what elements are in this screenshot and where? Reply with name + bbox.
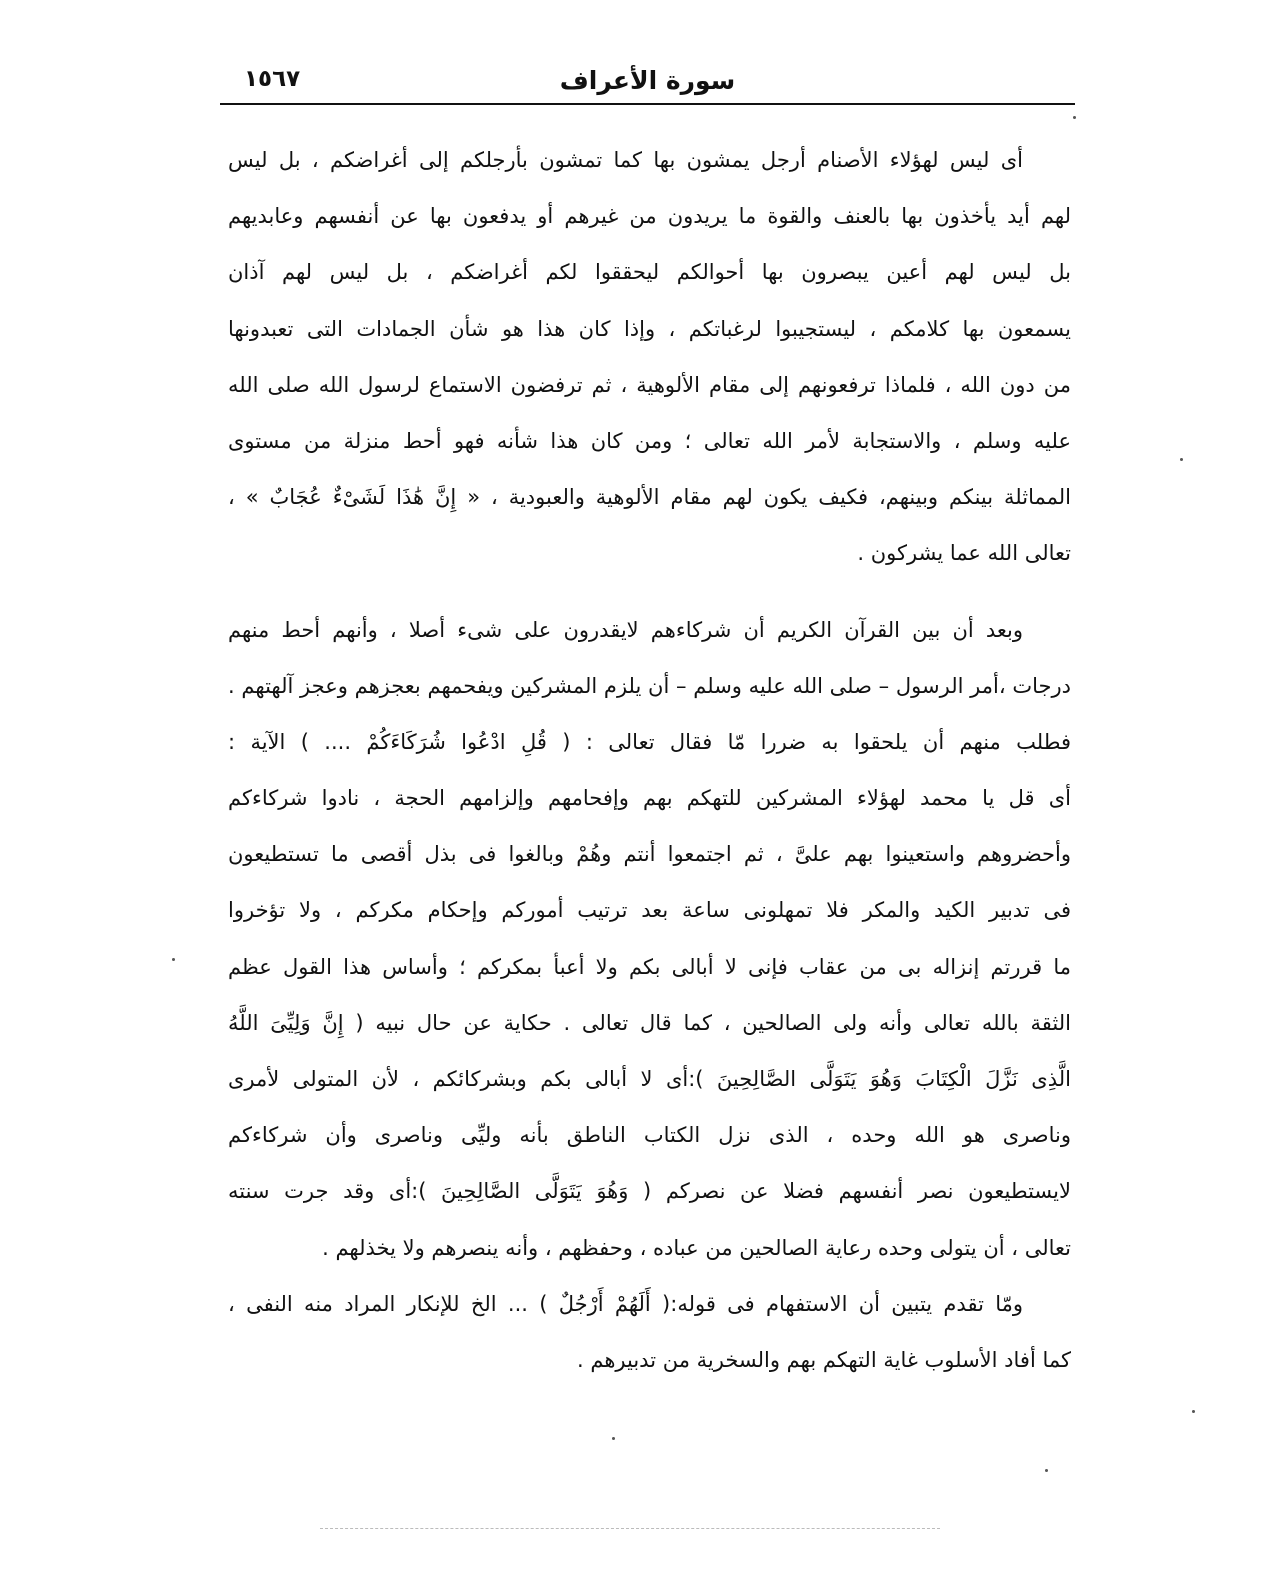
text-line: من دون الله ، فلماذا ترفعونهم إلى مقام الألوهية ، ثم ترفضون الاستماع لرسول الله صلى الله xyxy=(228,372,1071,397)
text-line: وناصرى هو الله وحده ، الذى نزل الكتاب الناطق بأنه وليِّى وناصرى وأن شركاءكم xyxy=(228,1123,1071,1148)
paragraph-2 xyxy=(228,602,1071,1389)
text-line: فى تدبير الكيد والمكر فلا تمهلونى ساعة بعد ترتيب أموركم وإحكام مكركم ، ولا تؤخروا xyxy=(228,898,1071,923)
text-line: لايستطيعون نصر أنفسهم فضلا عن نصركم ( وَهُوَ يَتَوَلَّى الصَّالِحِينَ ):أى وقد جرت سنته xyxy=(228,1179,1071,1204)
header-divider xyxy=(220,103,1075,105)
text-line: بل ليس لهم أعين يبصرون بها أحوالكم ليحققوا لكم أغراضكم ، بل ليس لهم آذان xyxy=(228,260,1071,285)
text-line: وبعد أن بين القرآن الكريم أن شركاءهم لايقدرون على شىء أصلا ، وأنهم أحط منهم xyxy=(228,617,1023,642)
scan-speck xyxy=(172,958,175,961)
text-line: فطلب منهم أن يلحقوا به ضررا مّا فقال تعالى : ( قُلِ ادْعُوا شُرَكَاءَكُمْ .... ) الآية : xyxy=(228,729,1071,754)
text-line: الَّذِى نَزَّلَ الْكِتَابَ وَهُوَ يَتَوَلَّى الصَّالِحِينَ ):أى لا أبالى بكم وبشركائكم ، لأن المتولى لأمرى xyxy=(228,1067,1071,1091)
text-line: عليه وسلم ، والاستجابة لأمر الله تعالى ؛ ومن كان هذا شأنه فهو أحط منزلة من مستوى xyxy=(228,428,1071,453)
text-line: ما قررتم إنزاله بى من عقاب فإنى لا أبالى بكم ولا أعبأ بمكركم ؛ وأساس هذا القول عظم xyxy=(228,954,1071,979)
scan-speck xyxy=(1073,116,1076,119)
text-line: كما أفاد الأسلوب غاية التهكم بهم والسخرية من تدبيرهم . xyxy=(577,1347,1071,1372)
text-line: وأحضروهم واستعينوا بهم علىَّ ، ثم اجتمعوا أنتم وهُمْ وبالغوا فى بذل أقصى ما تستطيعون xyxy=(228,842,1071,867)
text-line: الثقة بالله تعالى وأنه ولى الصالحين ، كما قال تعالى . حكاية عن حال نبيه ( إِنَّ وَلِيِّىَ اللَّهُ xyxy=(228,1010,1071,1035)
scan-speck xyxy=(1192,1410,1195,1413)
surah-title: سورة الأعراف xyxy=(559,66,736,95)
text-line: يسمعون بها كلامكم ، ليستجيبوا لرغباتكم ، وإذا كان هذا هو شأن الجمادات التى تعبدونها xyxy=(228,316,1071,341)
text-line: ومّا تقدم يتبين أن الاستفهام فى قوله:( أَلَهُمْ أَرْجُلٌ ) ... الخ للإنكار المراد منه النفى ، xyxy=(228,1291,1023,1316)
text-line: أى قل يا محمد لهؤلاء المشركين للتهكم بهم وإفحامهم وإلزامهم الحجة ، نادوا شركاءكم xyxy=(228,786,1071,811)
text-line: المماثلة بينكم وبينهم، فكيف يكون لهم مقام الألوهية والعبودية ، « إِنَّ هَٰذَا لَشَىْءٌ عُجَابٌ » ، xyxy=(228,485,1071,510)
running-head xyxy=(220,62,1075,102)
scan-speck xyxy=(612,1437,615,1440)
text-line: أى ليس لهؤلاء الأصنام أرجل يمشون بها كما تمشون بأرجلكم إلى أغراضكم ، بل ليس xyxy=(228,148,1023,172)
scan-speck xyxy=(1180,458,1183,461)
body-text xyxy=(228,132,1071,1388)
page-number: ١٥٦٧ xyxy=(244,66,301,92)
text-line: لهم أيد يأخذون بها بالعنف والقوة ما يريدون من غيرهم أو يدفعون بها عن أنفسهم وعابديهم xyxy=(228,204,1071,229)
text-line: تعالى الله عما يشركون . xyxy=(857,541,1071,566)
text-line: درجات ،أمر الرسول – صلى الله عليه وسلم – أن يلزم المشركين ويفحمهم بعجزهم وعجز آلهتهم . xyxy=(228,673,1071,698)
paragraph-spacer xyxy=(228,582,1071,602)
footer-scan-line xyxy=(320,1528,940,1529)
paragraph-1 xyxy=(228,132,1071,582)
text-line: تعالى ، أن يتولى وحده رعاية الصالحين من عباده ، وحفظهم ، وأنه ينصرهم ولا يخذلهم . xyxy=(322,1235,1071,1260)
scan-speck xyxy=(1045,1469,1048,1472)
